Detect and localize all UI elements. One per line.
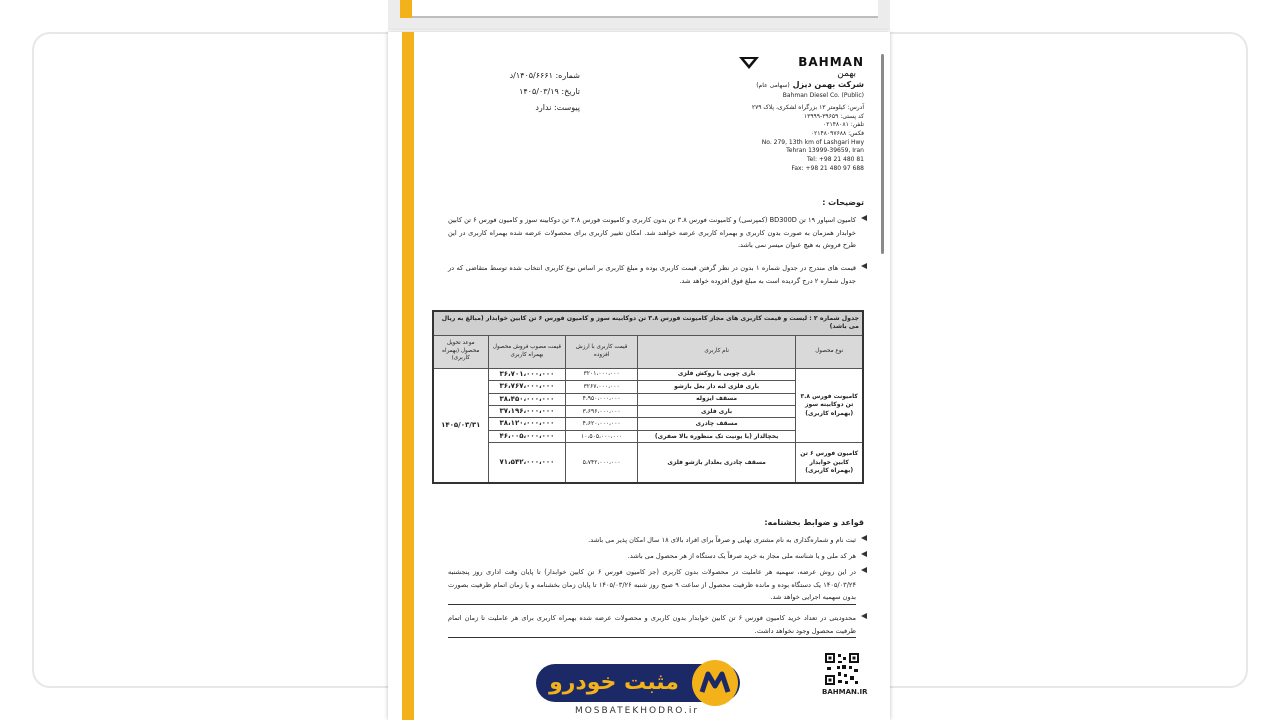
bullet-arrow-icon — [860, 550, 868, 558]
usage-cell: باری فلزی لبه دار بغل بازشو — [637, 381, 796, 393]
company-name-en: Bahman Diesel Co. (Public) — [782, 92, 864, 99]
letter-number: شماره: ۱۴۰۵/۶۶۶۱/د — [509, 71, 580, 80]
note-item — [448, 214, 868, 252]
bahman-logo-icon — [738, 56, 760, 70]
document-scrollbar[interactable] — [881, 54, 884, 254]
rule-text: هر کد ملی و یا شناسه ملی مجاز به خرید صرفاً یک دستگاه از هر محصول می باشد. — [627, 552, 856, 560]
total-price-cell: ۴۶،۰۰۵،۰۰۰،۰۰۰ — [488, 430, 566, 442]
previous-page-strip — [388, 0, 890, 30]
table-caption: جدول شماره ۲ : لیست و قیمت کاربری های مجاز کامیونت فورس ۳.۸ تن دوکابینه سوز و کامیون فورس ۶ تن کابین خوابدار (مبالغ به ریال می باشد) — [433, 311, 863, 335]
rule-item — [448, 612, 868, 638]
usage-price-cell: ۱۰،۵۰۵،۰۰۰،۰۰۰ — [566, 430, 637, 442]
brand-m-icon — [692, 660, 738, 706]
usage-cell: مسقف ایزوله — [637, 393, 796, 405]
header-delivery: موعد تحویل محصول (بهمراه کاربری) — [433, 335, 488, 368]
total-price-cell: ۳۶،۷۰۱،۰۰۰،۰۰۰ — [488, 368, 566, 380]
total-price-cell: ۳۸،۱۲۰،۰۰۰،۰۰۰ — [488, 418, 566, 430]
address-line: Fax: +98 21 480 97 688 — [791, 164, 864, 172]
total-price-cell: ۷۱،۵۴۲،۰۰۰،۰۰۰ — [488, 443, 566, 483]
rule-item — [448, 534, 868, 547]
letter-body — [428, 32, 868, 720]
note-text: قیمت های مندرج در جدول شماره ۱ بدون در نظر گرفتن قیمت کاربری بوده و مبلغ کاربری بر اساس نوع کاربری انتخاب شده توسط متقاضی که در جدول شماره ۲ درج گردیده است به مبلغ فوق افزوده خواهد شد. — [448, 264, 856, 285]
usage-cell: مسقف چادری بغلدار بازشو فلزی — [637, 443, 796, 483]
product-cell: کامیون فورس ۶ تن کابین خوابدار (بهمراه کاربری) — [796, 443, 863, 483]
address-line: Tehran 13999-39659, Iran — [786, 147, 864, 155]
table-header-row — [433, 335, 863, 368]
rule-item — [448, 550, 868, 563]
company-name-fa: شرکت بهمن دیزل — [792, 80, 864, 89]
logo-text-en: BAHMAN — [798, 55, 864, 69]
page-accent-bar — [402, 32, 414, 720]
usage-cell: باری چوبی با روکش فلزی — [637, 368, 796, 380]
usage-cell: مسقف چادری — [637, 418, 796, 430]
total-price-cell: ۳۸،۴۵۰،۰۰۰،۰۰۰ — [488, 393, 566, 405]
table-row — [433, 443, 863, 483]
usage-price-cell: ۵،۷۴۲،۰۰۰،۰۰۰ — [566, 443, 637, 483]
address-line: Tel: +98 21 480 81 — [806, 156, 864, 164]
bullet-arrow-icon — [860, 612, 868, 620]
header-product: نوع محصول — [796, 335, 863, 368]
note-item — [448, 262, 868, 287]
footer-site: BAHMAN.IR — [822, 688, 868, 696]
rule-text: در این روش عرضه، سهمیه هر عاملیت در محصولات بدون کاربری (جز کامیون فورس ۶ تن کابین خوابدار) تا پایان وقت اداری روز پنجشنبه ۱۴۰۵/۰۳/۲۴ یک دستگاه بوده و مانده ظرفیت محصول از ساعت ۹ صبح روز شنبه ۱۴۰۵/۰۳/۲۶ تا پایان زمان بخشنامه و یا زمان اتمام ظرفیت بصورت بدون سهمیه اجرایی خواهد شد. — [448, 566, 856, 605]
delivery-cell: ۱۴۰۵/۰۳/۳۱ — [433, 368, 488, 483]
bahman-logo — [734, 54, 864, 79]
usage-price-cell: ۳،۶۹۶،۰۰۰،۰۰۰ — [566, 406, 637, 418]
product-cell: کامیونت فورس ۳.۸ تن دوکابینه سوز (بهمراه کاربری) — [796, 368, 863, 443]
company-address — [714, 104, 864, 174]
header-usage-price: قیمت کاربری با ارزش افزوده — [566, 335, 637, 368]
brand-badge — [692, 660, 738, 706]
bullet-arrow-icon — [860, 566, 868, 574]
address-line: فکس: ۰۲۱۴۸۰۹۷۶۸۸ — [810, 130, 864, 138]
bullet-arrow-icon — [860, 262, 868, 270]
header-total-price: قیمت مصوب فروش محصول بهمراه کاربری — [488, 335, 566, 368]
total-price-cell: ۳۷،۱۹۶،۰۰۰،۰۰۰ — [488, 406, 566, 418]
rule-text: محدودیتی در تعداد خرید کامیون فورس ۶ تن کابین خوابدار بدون کاربری و محصولات عرضه شده بهمراه کاربری برای هر عاملیت تا زمان اتمام ظرفیت محصول وجود نخواهد داشت. — [448, 612, 856, 638]
letter-date: تاریخ: ۱۴۰۵/۰۳/۱۹ — [519, 87, 580, 96]
usage-cell: باری فلزی — [637, 406, 796, 418]
note-text: کامیون اسپاور ۱۹ تن BD300D (کمپرسی) و کامیونت فورس ۳.۸ تن بدون کاربری و کامیونت فورس ۳.۸ تن دوکابینه سوز و کامیون فورس ۶ تن کابین خوابدار همزمان به صورت بدون کاربری و بهمراه کاربری عرضه خواهند شد. امکان تغییر کاربری برای محصولات عرضه شده بهمراه کاربری در این طرح فروش به هیچ عنوان میسر نمی باشد. — [448, 216, 856, 250]
logo-text-fa: بهمن — [837, 69, 856, 79]
bullet-arrow-icon — [860, 534, 868, 542]
qr-code-icon — [824, 652, 860, 686]
usage-price-cell: ۴،۶۲۰،۰۰۰،۰۰۰ — [566, 418, 637, 430]
brand-name: مثبت خودرو — [549, 670, 679, 695]
brand-site: MOSBATEKHODRO.ir — [574, 706, 700, 716]
usage-price-cell: ۳۲۶۷،۰۰۰،۰۰۰ — [566, 381, 637, 393]
letter-attachment: پیوست: ندارد — [535, 103, 580, 112]
mosbatekhodro-logo — [530, 660, 746, 706]
rules-title: قواعد و ضوابط بخشنامه: — [764, 518, 864, 527]
header-usage: نام کاربری — [637, 335, 796, 368]
usage-price-cell: ۳۲۰۱،۰۰۰،۰۰۰ — [566, 368, 637, 380]
document-page — [388, 32, 890, 720]
company-name — [756, 80, 864, 91]
letter-reference — [430, 68, 580, 116]
address-line: تلفن: ۰۲۱۴۸۰۸۱ — [823, 121, 864, 129]
total-price-cell: ۳۶،۷۶۷،۰۰۰،۰۰۰ — [488, 381, 566, 393]
table-row — [433, 368, 863, 380]
address-line: کد پستی: ۳۹۶۵۹-۱۳۹۹۹ — [803, 112, 864, 120]
company-type: (سهامی عام) — [756, 82, 790, 89]
rule-item — [448, 566, 868, 605]
previous-page-edge — [400, 0, 878, 18]
usage-cell: یخچالدار (با یونیت تک منظوره بالا صفری) — [637, 430, 796, 442]
notes-title: توضیحات : — [822, 198, 864, 207]
usage-price-table — [432, 310, 864, 484]
address-line: آدرس: کیلومتر ۱۳ بزرگراه لشکری، پلاک ۲۷۹ — [751, 104, 864, 111]
bullet-arrow-icon — [860, 214, 868, 222]
usage-price-cell: ۴،۹۵۰،۰۰۰،۰۰۰ — [566, 393, 637, 405]
rule-text: ثبت نام و شماره‌گذاری به نام مشتری نهایی و صرفاً برای افراد بالای ۱۸ سال امکان پذیر می باشد. — [588, 536, 856, 544]
address-line: No. 279, 13th km of Lashgari Hwy — [761, 138, 864, 146]
